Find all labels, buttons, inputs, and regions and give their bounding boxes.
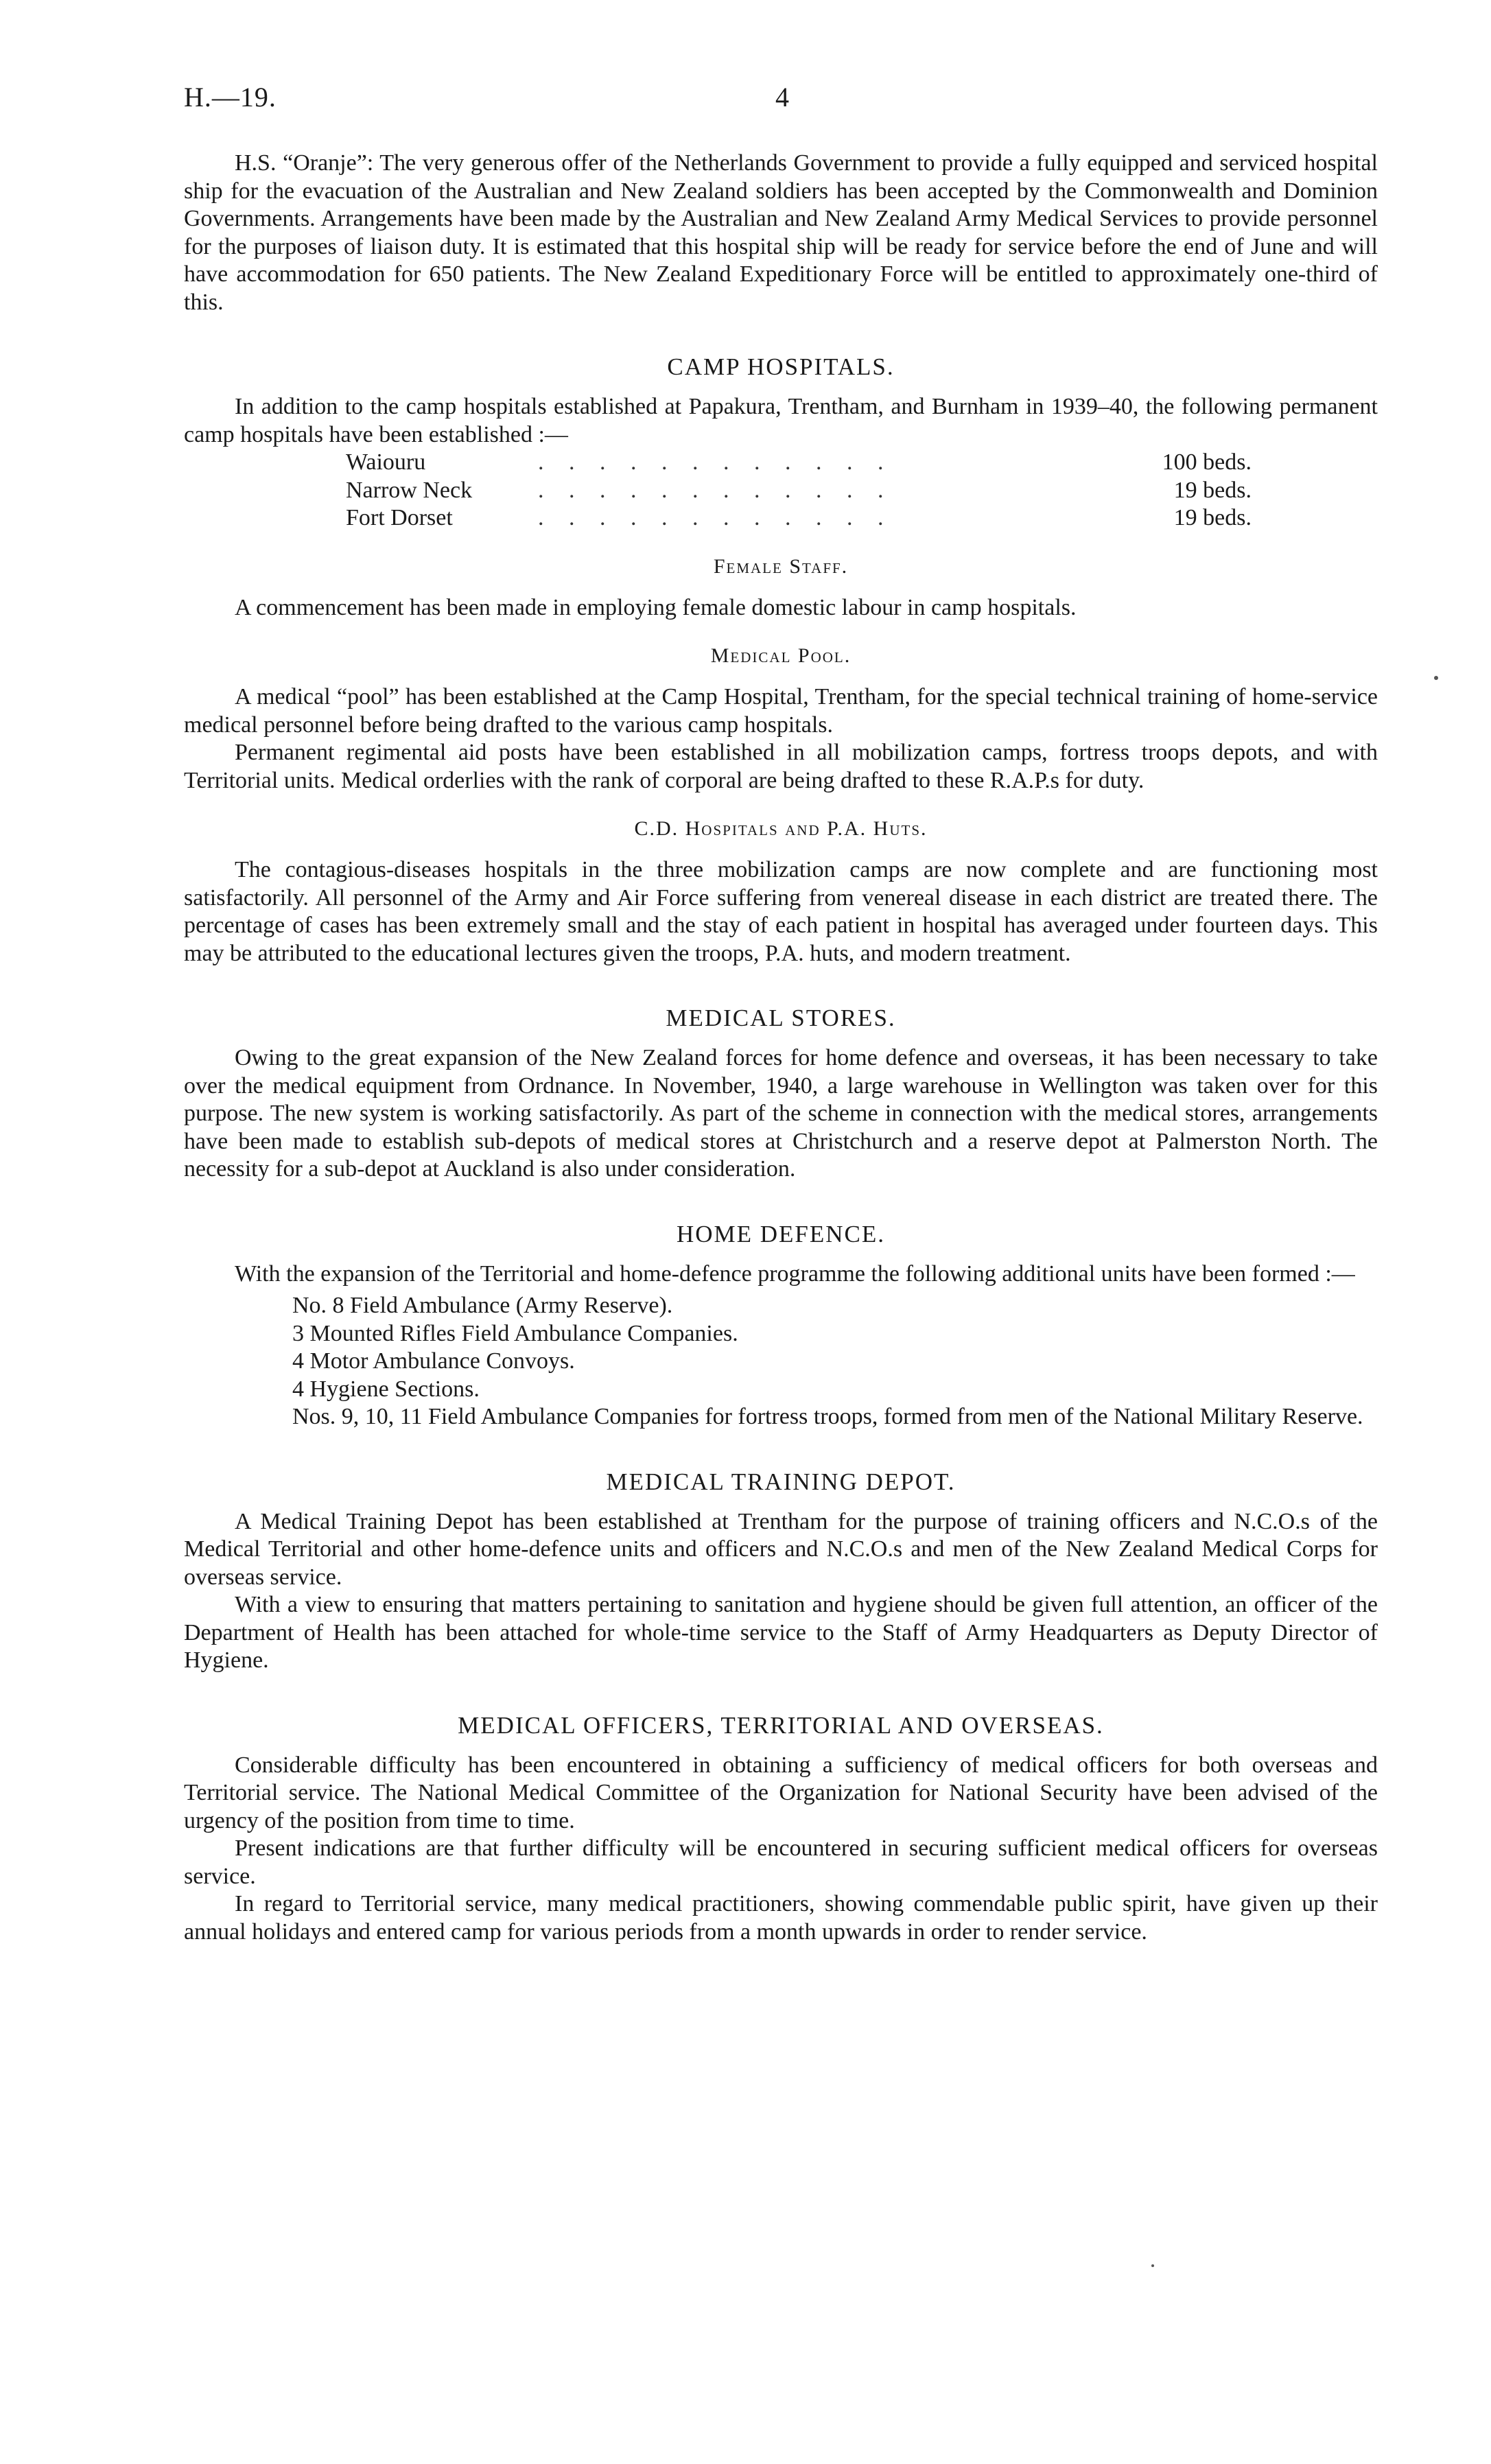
- bed-row-waiouru: [346, 449, 1252, 477]
- medical-training-depot-heading: MEDICAL TRAINING DEPOT.: [606, 1468, 956, 1495]
- hospital-ship-paragraph: H.S. “Oranje”: The very generous offer of the Netherlands Government to provide a fully equipped and serviced hospital ship for the evacuation of the Australian and New Zealand soldiers has been accepted by the Commonwealth and Dominion Governments. Arrangements have been made by the Australian and New Zealand Army Medical Services to provide personnel for the purposes of liaison duty. It is estimated that this hospital ship will be ready for service before the end of June and will have accommodation for 650 patients. The New Zealand Expeditionary Force will be entitled to approximately one-third of this.: [184, 150, 1378, 315]
- margin-speck: [1434, 676, 1438, 680]
- margin-speck: [1151, 2264, 1154, 2267]
- bed-place: Waiouru: [346, 449, 426, 475]
- page-body: [184, 150, 1378, 1946]
- cd-hospitals-heading: C.D. Hospitals and P.A. Huts.: [634, 817, 928, 840]
- training-depot-paragraph: A Medical Training Depot has been established at Trentham for the purpose of training officers and N.C.O.s of the Medical Territorial and other home-defence units and officers and N.C.O.s and men of the New Zealand Medical Corps for overseas service.: [184, 1508, 1378, 1590]
- bed-row-fort-dorset: [346, 504, 1252, 532]
- medical-stores-heading: MEDICAL STORES.: [666, 1005, 896, 1031]
- medical-pool-heading: Medical Pool.: [710, 644, 852, 667]
- medical-officers-heading: MEDICAL OFFICERS, TERRITORIAL AND OVERSEAS.: [458, 1711, 1104, 1739]
- medical-stores-paragraph: Owing to the great expansion of the New Zealand forces for home defence and overseas, it has been necessary to take over the medical equipment from Ordnance. In November, 1940, a large warehouse in Wellington was taken over for this purpose. The new system is working satisfactorily. As part of the scheme in connection with the medical stores, arrangements have been made to establish sub-depots of medical stores at Christchurch and a reserve depot at Palmerston North. The necessity for a sub-depot at Auckland is also under consideration.: [184, 1045, 1378, 1182]
- camp-hospitals-paragraph: In addition to the camp hospitals established at Papakura, Trentham, and Burnham in 1939–40, the following permanent camp hospitals have been established :—: [184, 394, 1378, 447]
- dot-leader: . . . . . . . . . . . .: [538, 505, 893, 530]
- list-item: 4 Hygiene Sections.: [292, 1376, 480, 1402]
- hospital-beds-list: [346, 449, 1252, 532]
- bed-count: 100 beds.: [1162, 449, 1252, 475]
- medical-pool-paragraph: A medical “pool” has been established at the Camp Hospital, Trentham, for the special technical training of home-service medical personnel before being drafted to the various camp hospitals.: [184, 684, 1378, 738]
- units-list: [292, 1292, 1378, 1431]
- bed-row-narrow-neck: [346, 477, 1252, 505]
- list-item: 4 Motor Ambulance Convoys.: [292, 1348, 575, 1374]
- hygiene-paragraph: With a view to ensuring that matters pertaining to sanitation and hygiene should be given full attention, an officer of the Department of Health has been attached for whole-time service to the Staff of Army Headquarters as Deputy Director of Hygiene.: [184, 1592, 1378, 1673]
- bed-count: 19 beds.: [1173, 505, 1252, 530]
- female-staff-heading: Female Staff.: [713, 554, 849, 578]
- camp-hospitals-heading: CAMP HOSPITALS.: [667, 353, 895, 380]
- home-defence-paragraph: With the expansion of the Territorial and home-defence programme the following additional units have been formed :—: [235, 1260, 1355, 1287]
- cd-hospitals-paragraph: The contagious-diseases hospitals in the three mobilization camps are now complete and are functioning most satisfactorily. All personnel of the Army and Air Force suffering from venereal disease in each district are treated there. The percentage of cases has been extremely small and the stay of each patient in hospital has averaged under fourteen days. This may be attributed to the educational lectures given the troops, P.A. huts, and modern treatment.: [184, 857, 1378, 966]
- document-reference: H.—19.: [184, 82, 277, 113]
- bed-place: Fort Dorset: [346, 505, 453, 530]
- bed-count: 19 beds.: [1173, 477, 1252, 503]
- aid-posts-paragraph: Permanent regimental aid posts have been established in all mobilization camps, fortress troops depots, and with Territorial units. Medical orderlies with the rank of corporal are being drafted to these R.A.P.s for duty.: [184, 740, 1378, 793]
- page-header: [184, 81, 1378, 122]
- list-item: Nos. 9, 10, 11 Field Ambulance Companies for fortress troops, formed from men of the National Military Reserve.: [292, 1404, 1363, 1429]
- dot-leader: . . . . . . . . . . . .: [538, 477, 893, 503]
- medical-officers-paragraph-3: In regard to Territorial service, many medical practitioners, showing commendable public spirit, have given up their annual holidays and entered camp for various periods from a month upwards in order to render service.: [184, 1891, 1378, 1945]
- list-item: No. 8 Field Ambulance (Army Reserve).: [292, 1293, 673, 1318]
- page-number: 4: [775, 82, 789, 113]
- list-item: 3 Mounted Rifles Field Ambulance Companies.: [292, 1320, 738, 1346]
- dot-leader: . . . . . . . . . . . .: [538, 449, 893, 475]
- medical-officers-paragraph-2: Present indications are that further difficulty will be encountered in securing sufficient medical officers for overseas service.: [184, 1835, 1378, 1889]
- female-staff-paragraph: A commencement has been made in employing female domestic labour in camp hospitals.: [235, 594, 1077, 620]
- bed-place: Narrow Neck: [346, 477, 473, 503]
- medical-officers-paragraph-1: Considerable difficulty has been encountered in obtaining a sufficiency of medical officers for both overseas and Territorial service. The National Medical Committee of the Organization for National Security have been advised of the urgency of the position from time to time.: [184, 1752, 1378, 1833]
- home-defence-heading: HOME DEFENCE.: [676, 1220, 886, 1247]
